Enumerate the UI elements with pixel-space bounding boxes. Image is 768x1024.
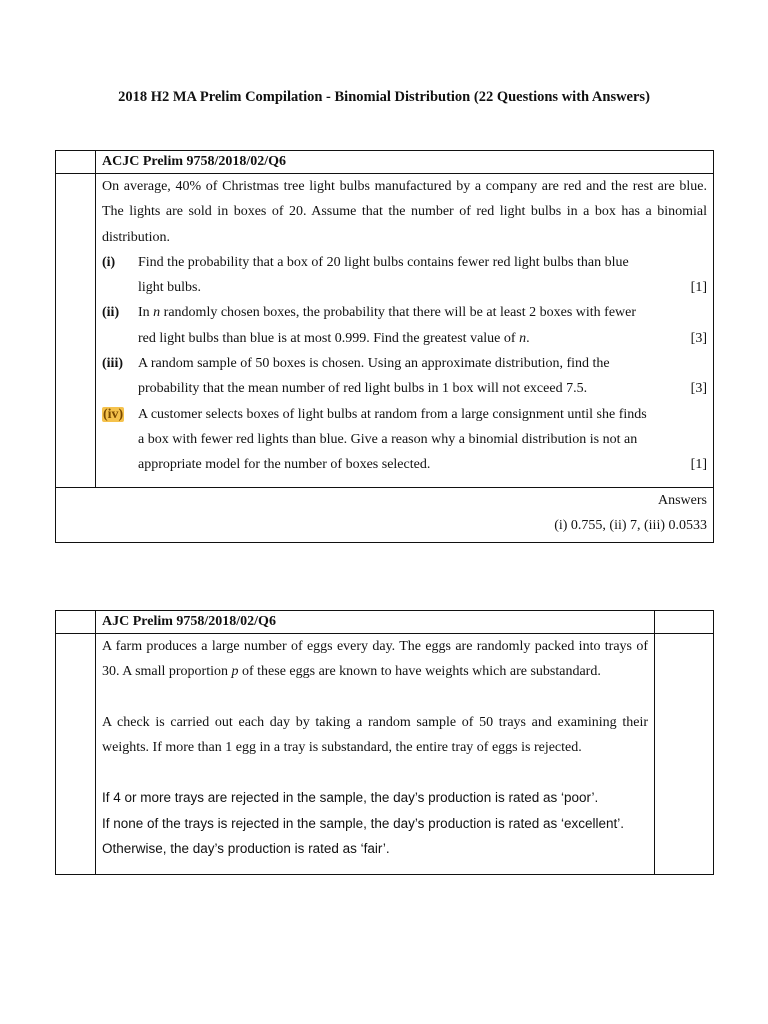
question-number-cell	[56, 174, 96, 488]
marks-cell	[655, 634, 714, 875]
question-paragraph: A farm produces a large number of eggs every day. The eggs are randomly packed into trays of 30. A small proportion p of these eggs are known to have weights which are substandard.	[102, 639, 648, 680]
question-part-i	[102, 250, 707, 301]
part-text: a box with fewer red lights than blue. Give a reason why a binomial distribution is not an	[138, 431, 638, 447]
question-paragraph: A check is carried out each day by taking a random sample of 50 trays and examining their weights. If more than 1 egg in a tray is substandard, the entire tray of eggs is rejected.	[102, 714, 648, 755]
part-marks: [3]	[690, 381, 707, 397]
question-number-cell	[56, 611, 96, 634]
part-text: light bulbs.	[138, 280, 202, 296]
answers-label: Answers	[658, 492, 707, 508]
part-label: (i)	[102, 254, 116, 270]
question-table-ajc	[55, 610, 714, 875]
part-marks: [3]	[690, 330, 707, 346]
part-label: (ii)	[102, 305, 120, 321]
part-text: Find the probability that a box of 20 light bulbs contains fewer red light bulbs than blue	[138, 254, 629, 270]
document-title: 2018 H2 MA Prelim Compilation - Binomial Distribution (22 Questions with Answers)	[118, 89, 650, 105]
question-source: AJC Prelim 9758/2018/02/Q6	[96, 611, 655, 634]
question-table-acjc	[55, 150, 714, 543]
part-marks: [1]	[690, 280, 707, 296]
rating-rule-excellent: If none of the trays is rejected in the sample, the day’s production is rated as ‘excellent’.	[102, 815, 625, 831]
part-text: In n randomly chosen boxes, the probability that there will be at least 2 boxes with fewer	[138, 305, 637, 321]
question-part-iv	[102, 402, 707, 478]
question-number-cell	[56, 634, 96, 875]
question-part-iii	[102, 351, 707, 402]
part-text: appropriate model for the number of boxes selected.	[138, 457, 431, 473]
question-intro: On average, 40% of Christmas tree light bulbs manufactured by a company are red and the rest are blue. The lights are sold in boxes of 20. Assume that the number of red light bulbs in a box has a binomial distribution.	[102, 179, 707, 245]
part-text: A customer selects boxes of light bulbs at random from a large consignment until she finds	[138, 406, 647, 422]
answers-cell	[56, 487, 714, 542]
part-label-highlighted: (iv)	[103, 406, 124, 422]
marks-cell	[655, 611, 714, 634]
question-part-ii	[102, 300, 707, 351]
part-label: (iii)	[102, 356, 123, 372]
part-marks: [1]	[690, 457, 707, 473]
part-text: A random sample of 50 boxes is chosen. Using an approximate distribution, find the	[138, 356, 610, 372]
rating-rule-fair: Otherwise, the day’s production is rated as ‘fair’.	[102, 841, 390, 857]
part-text: probability that the mean number of red light bulbs in 1 box will not exceed 7.5.	[138, 381, 588, 397]
question-body	[96, 174, 714, 488]
question-number-cell	[56, 151, 96, 174]
question-source: ACJC Prelim 9758/2018/02/Q6	[96, 151, 714, 174]
part-text: red light bulbs than blue is at most 0.999. Find the greatest value of n.	[138, 330, 530, 346]
rating-rule-poor: If 4 or more trays are rejected in the sample, the day’s production is rated as ‘poor’.	[102, 790, 599, 806]
question-body	[96, 634, 655, 875]
answers-text: (i) 0.755, (ii) 7, (iii) 0.0533	[554, 517, 707, 533]
